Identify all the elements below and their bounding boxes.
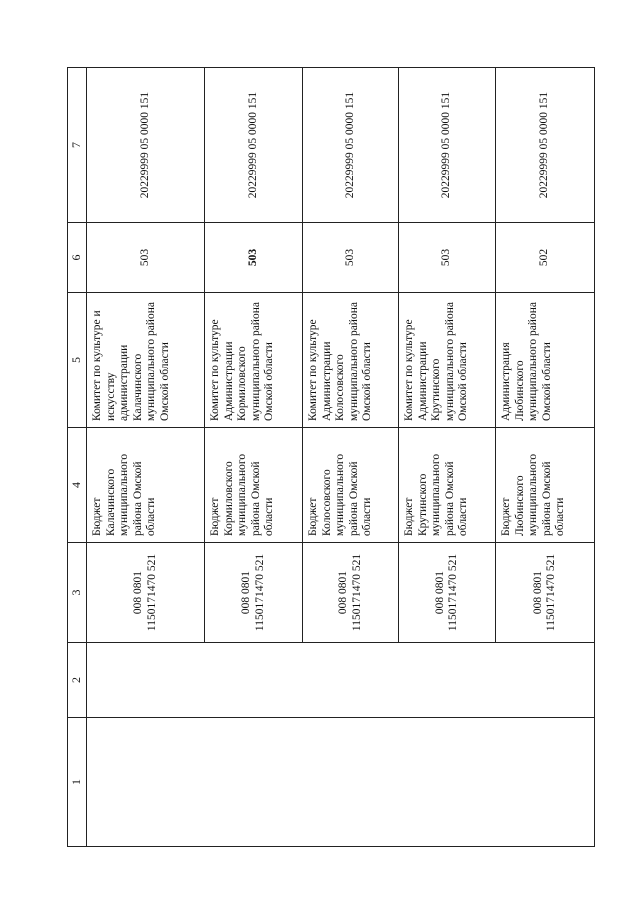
- organization-cell: Комитет по культуре Администрации Кормиловского муниципального района Омской области: [205, 292, 303, 427]
- organization-cell: Комитет по культуре и искусству администрации Калачинского муниципального района Омской области: [87, 292, 205, 427]
- column-header-6: 6: [67, 222, 87, 292]
- number-cell: 503: [205, 222, 303, 292]
- column-header-4: 4: [67, 427, 87, 542]
- number-cell: 502: [496, 222, 595, 292]
- budget-cell: Бюджет Колосовского муниципального района Омской области: [303, 427, 399, 542]
- column-header-7: 7: [67, 67, 87, 222]
- rotated-table-page: [67, 67, 577, 847]
- code-cell: 008 0801 1150171470 521: [496, 542, 595, 642]
- organization-cell: Администрация Любинского муниципального района Омской области: [496, 292, 595, 427]
- code-cell: 008 0801 1150171470 521: [205, 542, 303, 642]
- column-header-3: 3: [67, 542, 87, 642]
- code-cell: 008 0801 1150171470 521: [303, 542, 399, 642]
- column-header-5: 5: [67, 292, 87, 427]
- organization-cell: Комитет по культуре Администрации Крутинского муниципального района Омской области: [399, 292, 496, 427]
- column-header-2: 2: [67, 642, 87, 717]
- number-cell: 503: [87, 222, 205, 292]
- budget-cell: Бюджет Кормиловского муниципального района Омской области: [205, 427, 303, 542]
- code-cell: 008 0801 1150171470 521: [399, 542, 496, 642]
- kbk-cell: 20229999 05 0000 151: [399, 67, 496, 222]
- code-cell: 008 0801 1150171470 521: [87, 542, 205, 642]
- number-cell: 503: [399, 222, 496, 292]
- kbk-cell: 20229999 05 0000 151: [496, 67, 595, 222]
- kbk-cell: 20229999 05 0000 151: [303, 67, 399, 222]
- column-2-merged-cell: [87, 642, 595, 717]
- organization-cell: Комитет по культуре Администрации Колосовского муниципального района Омской области: [303, 292, 399, 427]
- kbk-cell: 20229999 05 0000 151: [87, 67, 205, 222]
- number-cell: 503: [303, 222, 399, 292]
- budget-cell: Бюджет Крутинского муниципального района Омской области: [399, 427, 496, 542]
- column-1-merged-cell: [87, 717, 595, 847]
- column-header-1: 1: [67, 717, 87, 847]
- kbk-cell: 20229999 05 0000 151: [205, 67, 303, 222]
- budget-cell: Бюджет Любинского муниципального района Омской области: [496, 427, 595, 542]
- budget-cell: Бюджет Калачинского муниципального района Омской области: [87, 427, 205, 542]
